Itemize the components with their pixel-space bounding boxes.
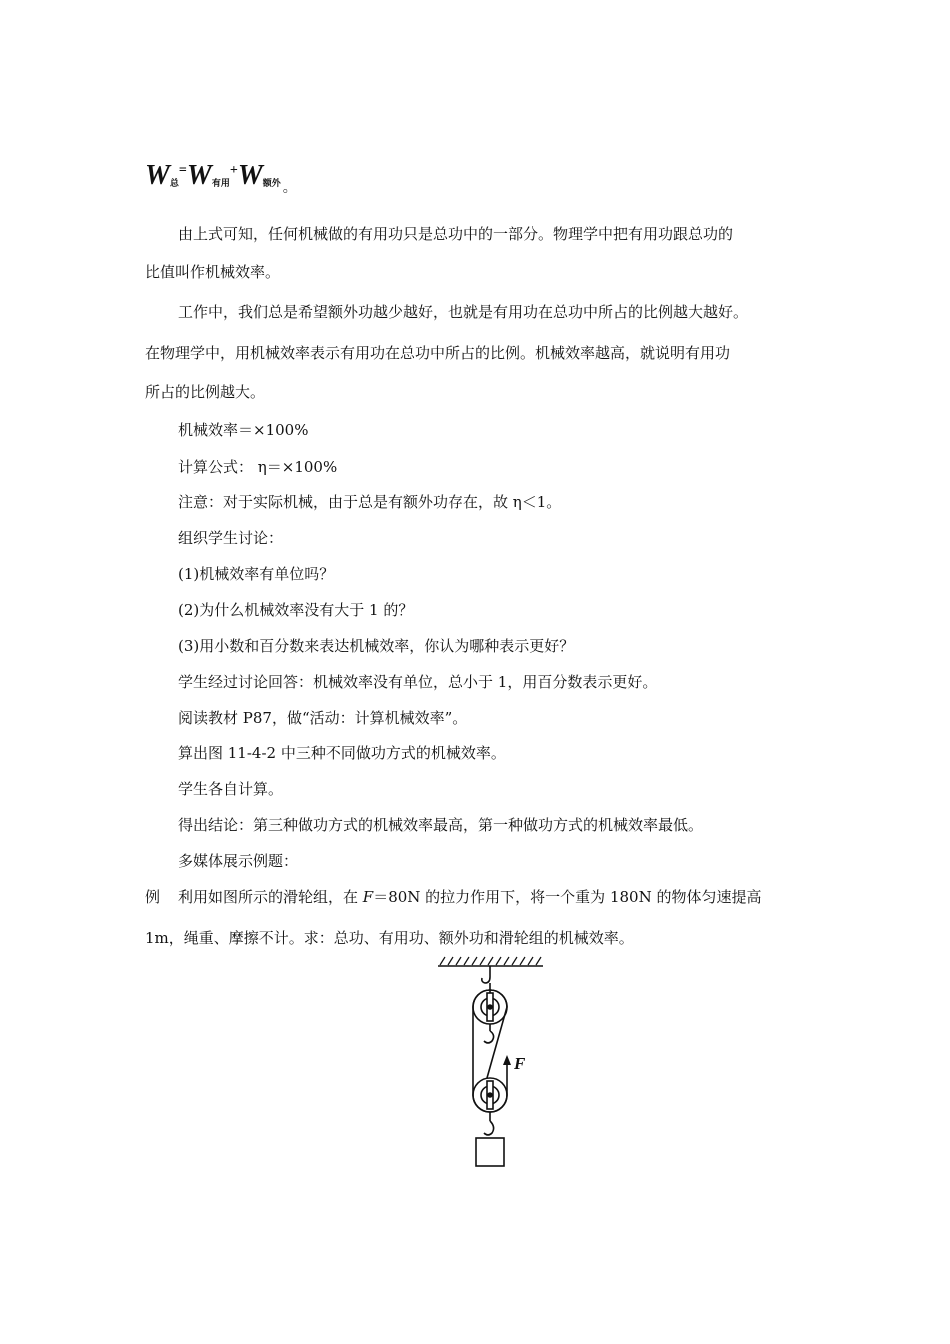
example-text: 利用如图所示的滑轮组，在 — [178, 888, 363, 906]
paragraph-line: 由上式可知，任何机械做的有用功只是总功中的一部分。物理学中把有用功跟总功的 — [178, 225, 734, 243]
self-calculation: 学生各自计算。 — [178, 780, 284, 798]
conclusion-line: 得出结论：第三种做功方式的机械效率最高，第一种做功方式的机械效率最低。 — [178, 816, 704, 834]
student-answer: 学生经过讨论回答：机械效率没有单位，总小于 1，用百分数表示更好。 — [178, 673, 658, 691]
useful-subscript: 有用 — [211, 178, 230, 188]
paragraph-line: 工作中，我们总是希望额外功越少越好，也就是有用功在总功中所占的比例越大越好。 — [178, 303, 749, 321]
question-3: (3)用小数和百分数来表达机械效率，你认为哪种表示更好？ — [178, 637, 575, 655]
efficiency-definition: 机械效率＝×100% — [178, 421, 309, 439]
pulley-system-figure — [430, 955, 560, 1175]
w-symbol: W — [237, 160, 263, 191]
question-2: (2)为什么机械效率没有大于 1 的？ — [178, 601, 414, 619]
compute-task: 算出图 11-4-2 中三种不同做功方式的机械效率。 — [178, 744, 506, 762]
force-label: F — [514, 1054, 526, 1073]
question-1: (1)机械效率有单位吗？ — [178, 565, 335, 583]
paragraph-line: 比值叫作机械效率。 — [145, 263, 281, 281]
note-line: 注意：对于实际机械，由于总是有额外功存在，故 η＜1。 — [178, 493, 562, 511]
example-line-1 — [178, 887, 761, 907]
bottom-hook — [484, 1121, 494, 1135]
equals-sign: = — [178, 163, 187, 178]
work-formula — [145, 160, 297, 200]
example-text: ＝80N 的拉力作用下，将一个重为 180N 的物体匀速提高 — [373, 888, 762, 906]
paragraph-line: 在物理学中，用机械效率表示有用功在总功中所占的比例。机械效率越高，就说明有用功 — [145, 344, 731, 362]
discussion-heading: 组织学生讨论： — [178, 529, 284, 547]
weight-block — [476, 1138, 504, 1166]
paragraph-line: 所占的比例越大。 — [145, 383, 266, 401]
force-variable: F — [362, 888, 374, 906]
fixed-pulley-lower-hook — [484, 1031, 494, 1043]
w-symbol: W — [145, 160, 170, 191]
calculation-formula: 计算公式： η＝×100% — [178, 458, 338, 476]
extra-subscript: 额外 — [262, 178, 281, 188]
top-hook — [482, 966, 490, 983]
plus-sign: + — [229, 163, 238, 178]
ceiling-hatching — [440, 957, 541, 965]
total-subscript: 总 — [169, 178, 179, 188]
formula-period: 。 — [282, 181, 297, 196]
w-symbol: W — [186, 160, 212, 191]
example-line-2: 1m，绳重、摩擦不计。求：总功、有用功、额外功和滑轮组的机械效率。 — [145, 929, 634, 947]
media-example-heading: 多媒体展示例题： — [178, 852, 299, 870]
reading-task: 阅读教材 P87，做“活动：计算机械效率”。 — [178, 709, 468, 727]
force-arrow-head — [503, 1055, 511, 1065]
example-label: 例 — [145, 888, 161, 906]
